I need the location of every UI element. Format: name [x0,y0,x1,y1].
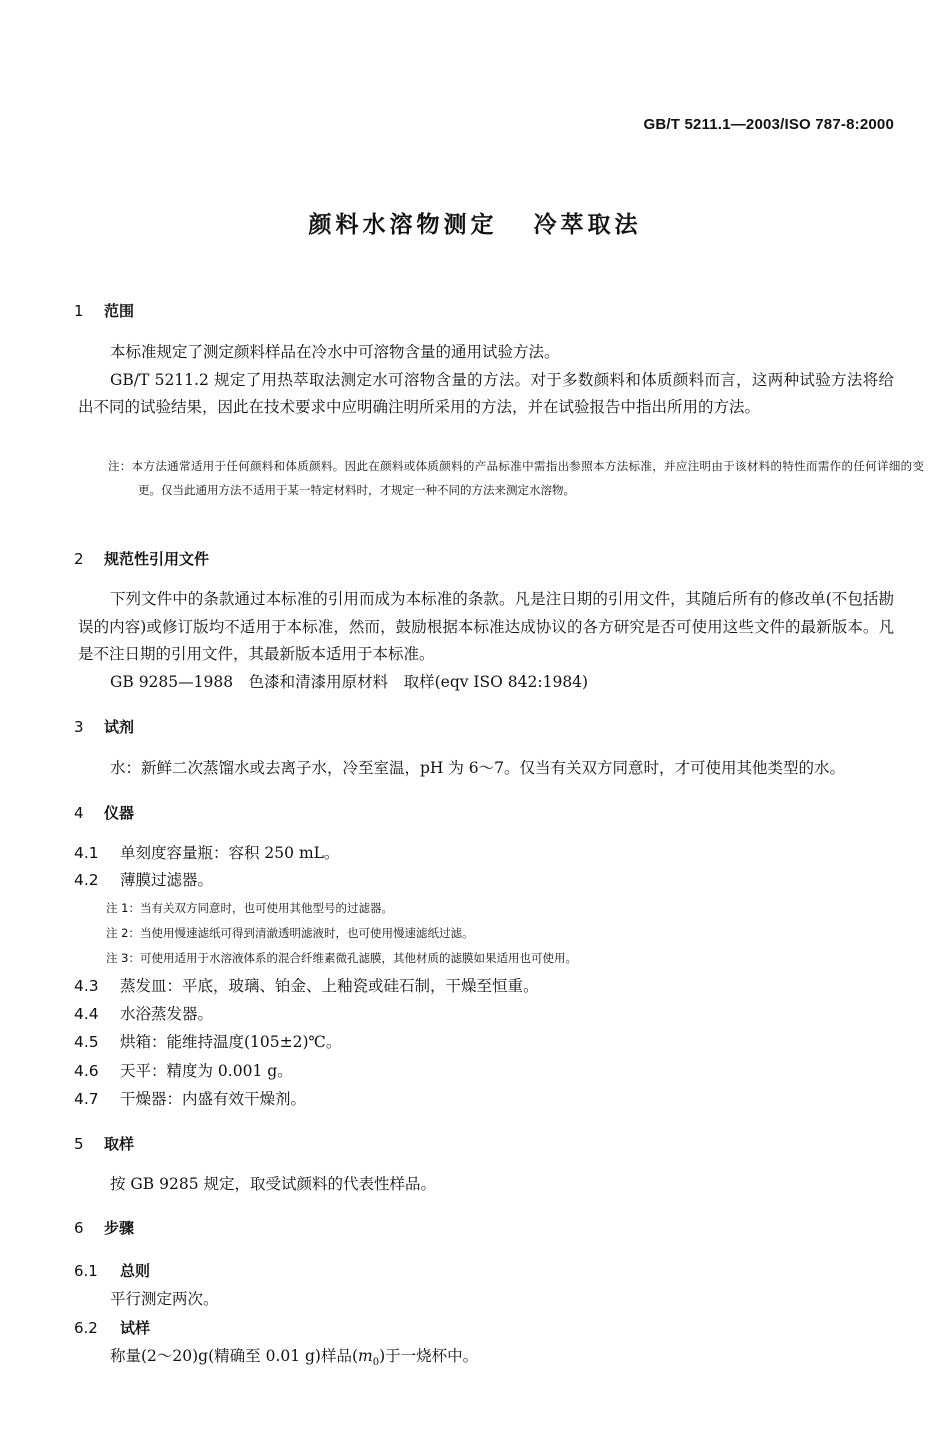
paragraph: 本标准规定了测定颜料样品在冷水中可溶物含量的通用试验方法。 [110,343,560,361]
list-item: 4.3 蒸发皿：平底，玻璃、铂金、上釉瓷或硅石制，干燥至恒重。 [74,977,539,995]
subsection-6-1-body [78,1286,894,1314]
subsection-6-1-heading: 6.1 总则 [74,1262,151,1280]
reference-item: GB 9285—1988 色漆和清漆用原材料 取样(eqv ISO 842:1984) [110,672,589,691]
section-3-body [78,755,894,783]
page-title [0,206,950,239]
note: 注 2：当使用慢速滤纸可得到清澈透明滤液时，也可使用慢速滤纸过滤。 [106,926,474,940]
note: 注 3：可使用适用于水溶液体系的混合纤维素微孔滤膜，其他材质的滤膜如果适用也可使用。 [106,951,577,965]
section-1-body [78,339,894,422]
paragraph: 水：新鲜二次蒸馏水或去离子水，冷至室温，pH 为 6～7。仅当有关双方同意时，才可使用其他类型的水。 [110,759,846,777]
section-5-body [78,1171,894,1199]
list-item: 4.4 水浴蒸发器。 [74,1005,214,1023]
section-1-heading: 1 范围 [74,302,135,320]
section-5-heading: 5 取样 [74,1135,135,1153]
list-item: 4.7 干燥器：内盛有效干燥剂。 [74,1090,307,1108]
list-item: 4.1 单刻度容量瓶：容积 250 mL。 [74,844,340,862]
subsection-6-2-heading: 6.2 试样 [74,1319,151,1337]
subsection-6-2-body [78,1343,894,1377]
mass-variable: m [358,1347,373,1365]
section-3-heading: 3 试剂 [74,718,135,736]
note: 注：本方法通常适用于任何颜料和体质颜料。因此在颜料或体质颜料的产品标准中需指出参照本方法标准，并应注明由于该材料的特性而需作的任何详细的变更。仅当此通用方法不适用于某一特定材料时，才规定一种不同的方法来测定水溶物。 [108,459,924,497]
paragraph: 下列文件中的条款通过本标准的引用而成为本标准的条款。凡是注日期的引用文件，其随后所有的修改单(不包括勘误的内容)或修订版均不适用于本标准，然而，鼓励根据本标准达成协议的各方研究是否可使用这些文件的最新版本。凡是不注日期的引用文件，其最新版本适用于本标准。 [78,590,894,663]
paragraph: 按 GB 9285 规定，取受试颜料的代表性样品。 [110,1175,437,1193]
mass-subscript: 0 [372,1357,380,1369]
title-method: 冷萃取法 [533,212,642,238]
list-item: 4.5 烘箱：能维持温度(105±2)℃。 [74,1033,342,1051]
section-2-body [78,586,894,696]
section-2-heading: 2 规范性引用文件 [74,550,210,568]
paragraph: 称量(2～20)g(精确至 0.01 g)样品$(m_0)$于一烧杯中。 [110,1347,479,1369]
standard-code: GB/T 5211.1—2003/ISO 787-8:2000 [643,116,894,133]
paragraph: 平行测定两次。 [110,1290,219,1308]
section-6-heading: 6 步骤 [74,1219,135,1237]
section-4-heading: 4 仪器 [74,804,135,822]
title-main: 颜料水溶物测定 [308,212,498,238]
list-item: 4.2 薄膜过滤器。 [74,871,214,889]
list-item: 4.6 天平：精度为 0.001 g。 [74,1062,293,1080]
paragraph: GB/T 5211.2 规定了用热萃取法测定水可溶物含量的方法。对于多数颜料和体质颜料而言，这两种试验方法将给出不同的试验结果，因此在技术要求中应明确注明所采用的方法，并在试验报告中指出所用的方法。 [78,370,894,416]
note: 注 1：当有关双方同意时，也可使用其他型号的过滤器。 [106,901,393,915]
